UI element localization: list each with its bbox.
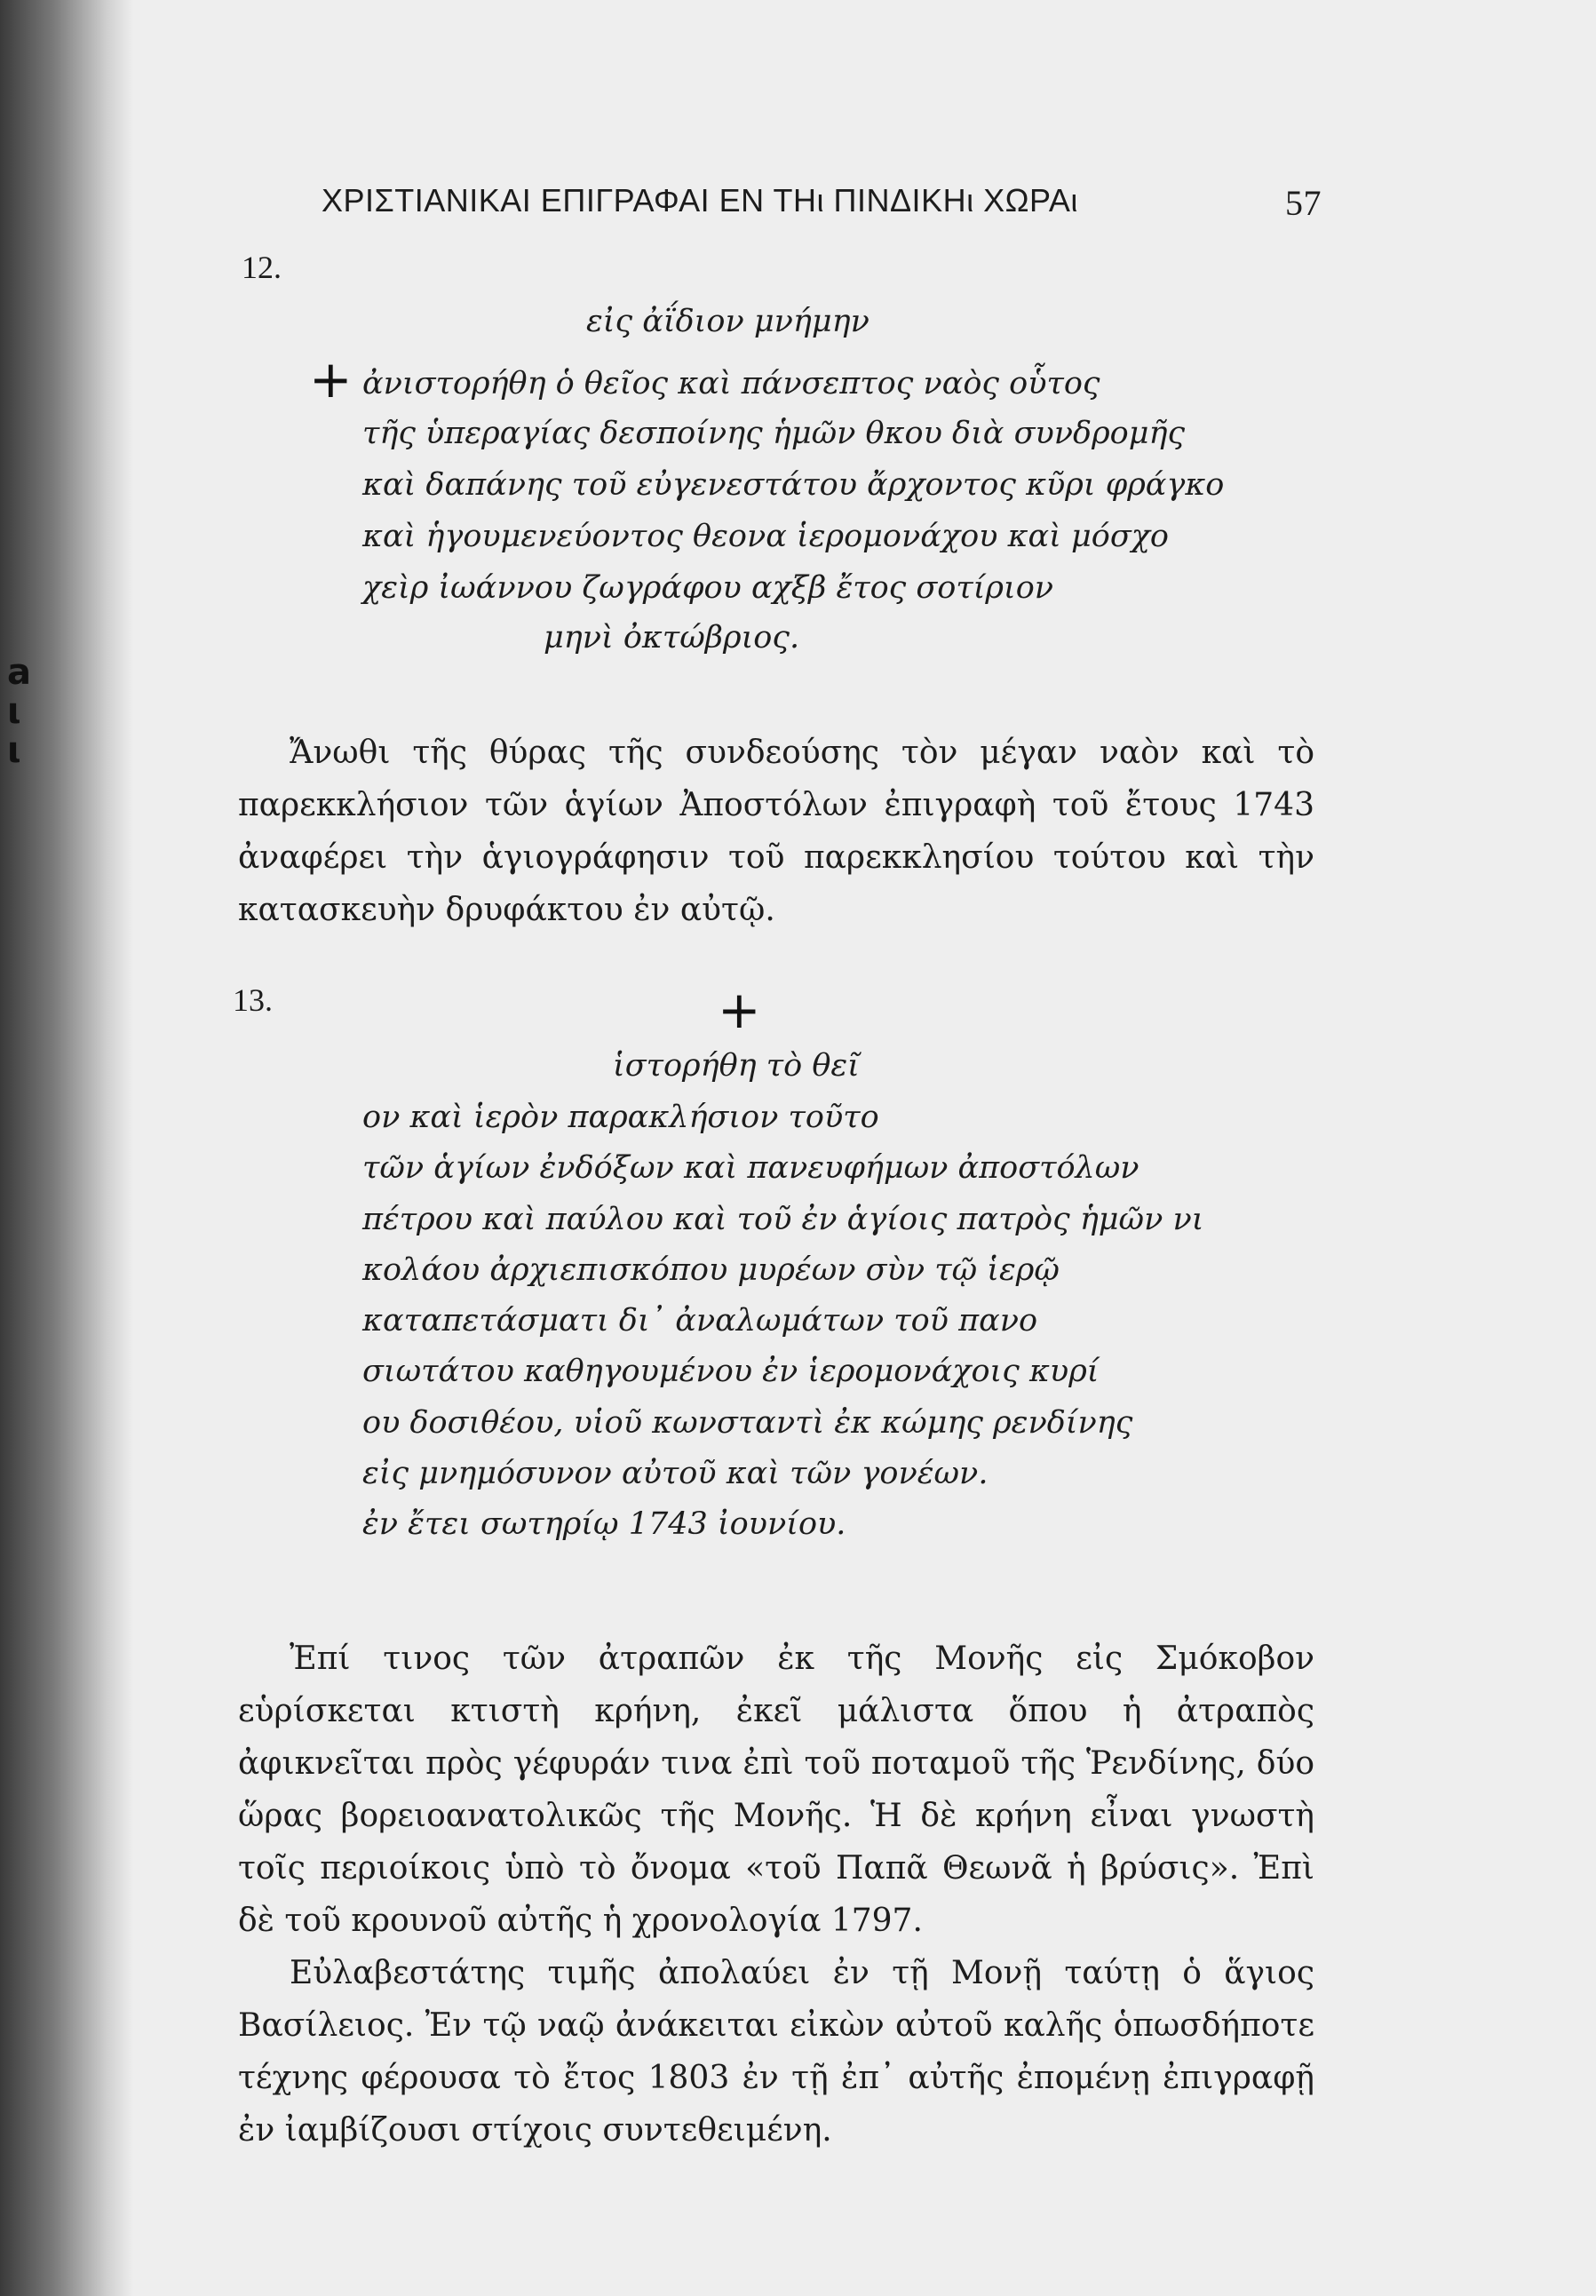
cross-icon: + bbox=[309, 349, 353, 409]
gutter-mark: a bbox=[7, 652, 31, 693]
paragraph-text: Ἄνωθι τῆς θύρας τῆς συνδεούσης τὸν μέγαν ναὸν καὶ τὸ παρεκκλήσιον τῶν ἁγίων Ἀποστόλων ἐπιγραφὴ τοῦ ἔτους 1743 ἀναφέρει τὴν ἁγιογράφησιν τοῦ παρεκκλησίου τούτου καὶ τὴν κατασκευὴν δρυφάκτου ἐν αὐτῷ. bbox=[238, 735, 1314, 928]
paragraph-text: Εὐλαβεστάτης τιμῆς ἀπολαύει ἐν τῇ Μονῇ ταύτῃ ὁ ἅγιος Βασίλειος. Ἐν τῷ ναῷ ἀνάκειται εἰκὼν αὐτοῦ καλῆς ὁπωσδήποτε τέχνης φέρουσα τὸ ἔτος 1803 ἐν τῇ ἐπ᾽ αὐτῆς ἐπομένῃ ἐπιγραφῇ ἐν ἰαμβίζουσι στίχοις συντεθειμένη. bbox=[238, 1955, 1314, 2149]
book-gutter-shadow bbox=[0, 0, 133, 2296]
body-paragraph bbox=[238, 1633, 1314, 2157]
gutter-mark: ι bbox=[7, 730, 21, 771]
running-header bbox=[322, 182, 1322, 226]
cross-icon: + bbox=[718, 980, 761, 1040]
inscription-line: χεὶρ ἰωάννου ζωγράφου αχξβ ἔτος σοτίριον bbox=[362, 570, 1054, 606]
paragraph-text: Ἐπί τινος τῶν ἀτραπῶν ἐκ τῆς Μονῆς εἰς Σμόκοβον εὑρίσκεται κτιστὴ κρήνη, ἐκεῖ μάλιστα ὅπου ἡ ἀτραπὸς ἀφικνεῖται πρὸς γέφυράν τινα ἐπὶ τοῦ ποταμοῦ τῆς Ῥενδίνης, δύο ὥρας βορειοανατολικῶς τῆς Μονῆς. Ἡ δὲ κρήνη εἶναι γνωστὴ τοῖς περιοίκοις ὑπὸ τὸ ὄνομα «τοῦ Παπᾶ Θεωνᾶ ἡ βρύσις». Ἐπὶ δὲ τοῦ κρουνοῦ αὐτῆς ἡ χρονολογία 1797. bbox=[238, 1641, 1314, 1939]
inscription-number: 13. bbox=[233, 982, 273, 1018]
body-paragraph bbox=[238, 727, 1314, 936]
inscription-number: 12. bbox=[242, 250, 282, 285]
inscription-line: πέτρου καὶ παύλου καὶ τοῦ ἐν ἁγίοις πατρὸς ἡμῶν νι bbox=[362, 1202, 1204, 1237]
inscription-line: καταπετάσματι δι᾽ ἀναλωμάτων τοῦ πανο bbox=[362, 1303, 1038, 1339]
gutter-mark: ι bbox=[7, 691, 21, 732]
inscription-line: κολάου ἀρχιεπισκόπου μυρέων σὺν τῷ ἱερῷ bbox=[362, 1252, 1060, 1288]
inscription-line: τῶν ἁγίων ἐνδόξων καὶ πανευφήμων ἀποστόλων bbox=[362, 1150, 1139, 1186]
inscription-line: ἐν ἔτει σωτηρίῳ 1743 ἰουνίου. bbox=[362, 1506, 846, 1542]
gutter-marks bbox=[7, 652, 31, 771]
inscription-line: καὶ δαπάνης τοῦ εὐγενεστάτου ἄρχοντος κῦρι φράγκο bbox=[362, 467, 1225, 503]
inscription-line: καὶ ἡγουμενεύοντος θεονα ἱερομονάχου καὶ μόσχο bbox=[362, 519, 1170, 554]
inscription-line: ἱστορήθη τὸ θεῖ bbox=[613, 1048, 860, 1084]
page-number: 57 bbox=[1285, 183, 1322, 223]
inscription-line: εἰς μνημόσυνον αὐτοῦ καὶ τῶν γονέων. bbox=[362, 1456, 989, 1491]
running-title: ΧΡΙΣΤΙΑΝΙΚΑΙ ΕΠΙΓΡΑΦΑΙ ΕΝ ΤΗι ΠΙΝΔΙΚΗι ΧΩΡΑι bbox=[322, 182, 1078, 218]
inscription-line: τῆς ὑπεραγίας δεσποίνης ἡμῶν θκου διὰ συνδρομῆς bbox=[362, 416, 1186, 451]
inscription-line: μηνὶ ὀκτώβριος. bbox=[544, 620, 800, 655]
inscription-line: εἰς ἀΐδιον μνήμην bbox=[586, 304, 869, 339]
inscription-line: ον καὶ ἱερὸν παρακλήσιον τοῦτο bbox=[362, 1100, 879, 1135]
inscription-line: ἀνιστορήθη ὁ θεῖος καὶ πάνσεπτος ναὸς οὗτος bbox=[362, 366, 1100, 401]
inscription-line: σιωτάτου καθηγουμένου ἐν ἱερομονάχοις κυρί bbox=[362, 1354, 1100, 1389]
inscription-line: ου δοσιθέου, υἱοῦ κωνσταντὶ ἐκ κώμης ρενδίνης bbox=[362, 1405, 1133, 1441]
